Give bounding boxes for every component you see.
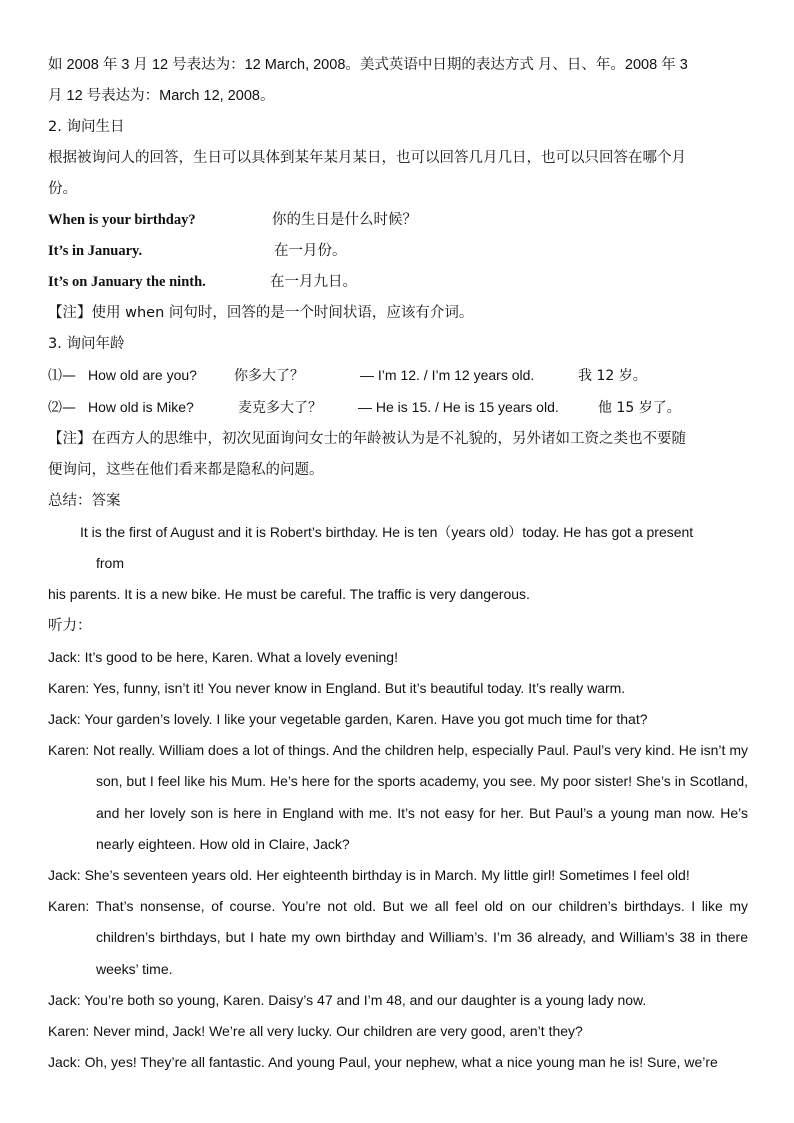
dialogue-speaker: Karen: — [48, 898, 90, 915]
dialogue-text: Never mind, Jack! We’re all very lucky. Our children are very good, aren’t they? — [93, 1023, 583, 1040]
intro-line-1: 如 2008 年 3 月 12 号表达为：12 March, 2008。美式英语中日期的表达方式 月、日、年。2008 年 3 — [48, 57, 688, 73]
section2-note: 【注】使用 when 问句时，回答的是一个时间状语，应该有介词。 — [48, 305, 474, 321]
birthday-example-en: It’s on January the ninth. — [48, 274, 206, 290]
age-example-question-zh: 麦克多大了？ — [238, 400, 322, 416]
section2-desc-line-1: 根据被询问人的回答，生日可以具体到某年某月某日，也可以回答几月几日，也可以只回答在哪个月 — [48, 150, 686, 166]
birthday-example-1 — [48, 205, 748, 236]
summary-line-2: his parents. It is a new bike. He must be careful. The traffic is very dangerous. — [48, 586, 530, 603]
dialogue-text: That’s nonsense, of course. You’re not old. But we all feel old on our children’s birthdays. I like my children’s birthdays, but I hate my own birthday and William’s. I’m 36 already, and William’s 38 in there weeks’ time. — [95, 898, 748, 977]
dialogue-line — [48, 704, 748, 735]
dialogue-line — [48, 642, 748, 673]
birthday-example-en: When is your birthday? — [48, 212, 196, 228]
dialogue-speaker: Karen: — [48, 742, 90, 759]
age-example-question: How old are you? — [88, 367, 197, 383]
summary-line-1b: from — [96, 555, 124, 572]
dialogue-speaker: Jack: — [48, 867, 81, 884]
dialogue-text: Not really. William does a lot of things. And the children help, especially Paul. Paul’s very kind. He isn’t my son, but I feel like his Mum. He’s here for the sports academy, you see. My poor sister! She’s in Scotland, and her lovely son is here in England with me. It’s not easy for her. But Paul’s a young man now. He’s nearly eighteen. How old in Claire, Jack? — [93, 742, 748, 852]
dialogue-speaker: Jack: — [48, 711, 81, 728]
age-example-number: ⑴— — [48, 368, 76, 384]
dialogue-line — [48, 985, 748, 1016]
listening-heading: 听力： — [48, 617, 92, 634]
birthday-example-zh: 你的生日是什么时候？ — [272, 212, 417, 228]
document-page — [48, 50, 748, 1078]
age-example-answer: — I’m 12. / I’m 12 years old. — [360, 367, 535, 383]
birthday-example-3 — [48, 267, 748, 298]
listening-transcript — [48, 642, 748, 1079]
age-example-2 — [48, 392, 748, 424]
section3-note-line-1: 【注】在西方人的思维中，初次见面询问女士的年龄被认为是不礼貌的，另外诸如工资之类也不要随 — [48, 431, 686, 447]
summary-line-1 — [48, 517, 748, 548]
dialogue-line — [48, 735, 748, 860]
dialogue-line — [48, 1047, 748, 1078]
birthday-example-en: It’s in January. — [48, 243, 143, 259]
dialogue-text: Yes, funny, isn’t it! You never know in England. But it’s beautiful today. It’s really warm. — [92, 679, 626, 696]
dialogue-line — [48, 891, 748, 985]
age-example-answer: — He is 15. / He is 15 years old. — [358, 399, 559, 415]
dialogue-text: It’s good to be here, Karen. What a lovely evening! — [84, 648, 398, 665]
birthday-example-zh: 在一月九日。 — [270, 274, 357, 290]
age-example-number: ⑵— — [48, 400, 76, 416]
dialogue-line — [48, 1016, 748, 1047]
age-example-answer-zh: 他 15 岁了。 — [598, 400, 681, 416]
age-example-answer-zh: 我 12 岁。 — [578, 368, 647, 384]
dialogue-text: You’re both so young, Karen. Daisy’s 47 and I’m 48, and our daughter is a young lady now. — [84, 991, 647, 1008]
section3-note-line-2: 便询问，这些在他们看来都是隐私的问题。 — [48, 462, 324, 478]
dialogue-text: Oh, yes! They’re all fantastic. And young Paul, your nephew, what a nice young man he is! Sure, we’re — [84, 1054, 718, 1071]
dialogue-speaker: Karen: — [48, 1023, 90, 1040]
dialogue-speaker: Jack: — [48, 648, 81, 665]
summary-heading: 总结：答案 — [48, 493, 121, 509]
section2-heading: 2. 询问生日 — [48, 119, 125, 135]
summary-line-1-text: It is the first of August and it is Robert’s birthday. He is ten（years old）today. He has got a present — [80, 524, 694, 540]
intro-line-2: 月 12 号表达为：March 12, 2008。 — [48, 88, 275, 104]
age-example-question-zh: 你多大了？ — [234, 368, 304, 384]
birthday-example-2 — [48, 236, 748, 267]
dialogue-line — [48, 673, 748, 704]
dialogue-speaker: Jack: — [48, 1054, 81, 1071]
section3-heading: 3. 询问年龄 — [48, 336, 125, 352]
dialogue-text: Your garden’s lovely. I like your vegetable garden, Karen. Have you got much time for that? — [84, 711, 648, 728]
age-example-1 — [48, 360, 748, 392]
dialogue-line — [48, 860, 748, 891]
dialogue-speaker: Jack: — [48, 991, 81, 1008]
section2-desc-line-2: 份。 — [48, 181, 77, 197]
age-example-question: How old is Mike? — [88, 399, 194, 415]
dialogue-speaker: Karen: — [48, 679, 90, 696]
birthday-example-zh: 在一月份。 — [274, 243, 347, 259]
dialogue-text: She’s seventeen years old. Her eighteenth birthday is in March. My little girl! Sometimes I feel old! — [84, 867, 690, 884]
